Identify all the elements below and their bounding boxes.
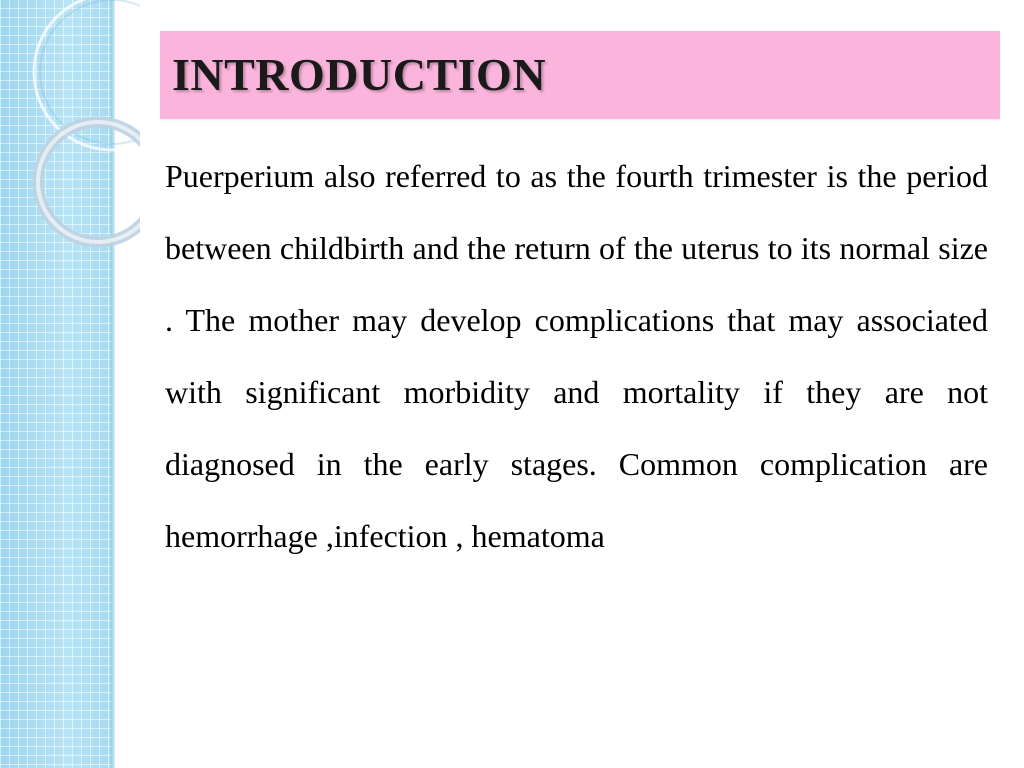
slide-title: INTRODUCTION <box>172 49 547 100</box>
title-banner <box>160 31 1000 119</box>
decorative-rings-icon <box>0 0 140 300</box>
slide-body-paragraph: Puerperium also referred to as the fourth trimester is the period between childbirth and the return of the uterus to its normal size . The mother may develop complications that may associated with significant morbidity and mortality if they are not diagnosed in the early stages. Common complication are hemorrhage ,infection , hematoma <box>165 158 988 554</box>
